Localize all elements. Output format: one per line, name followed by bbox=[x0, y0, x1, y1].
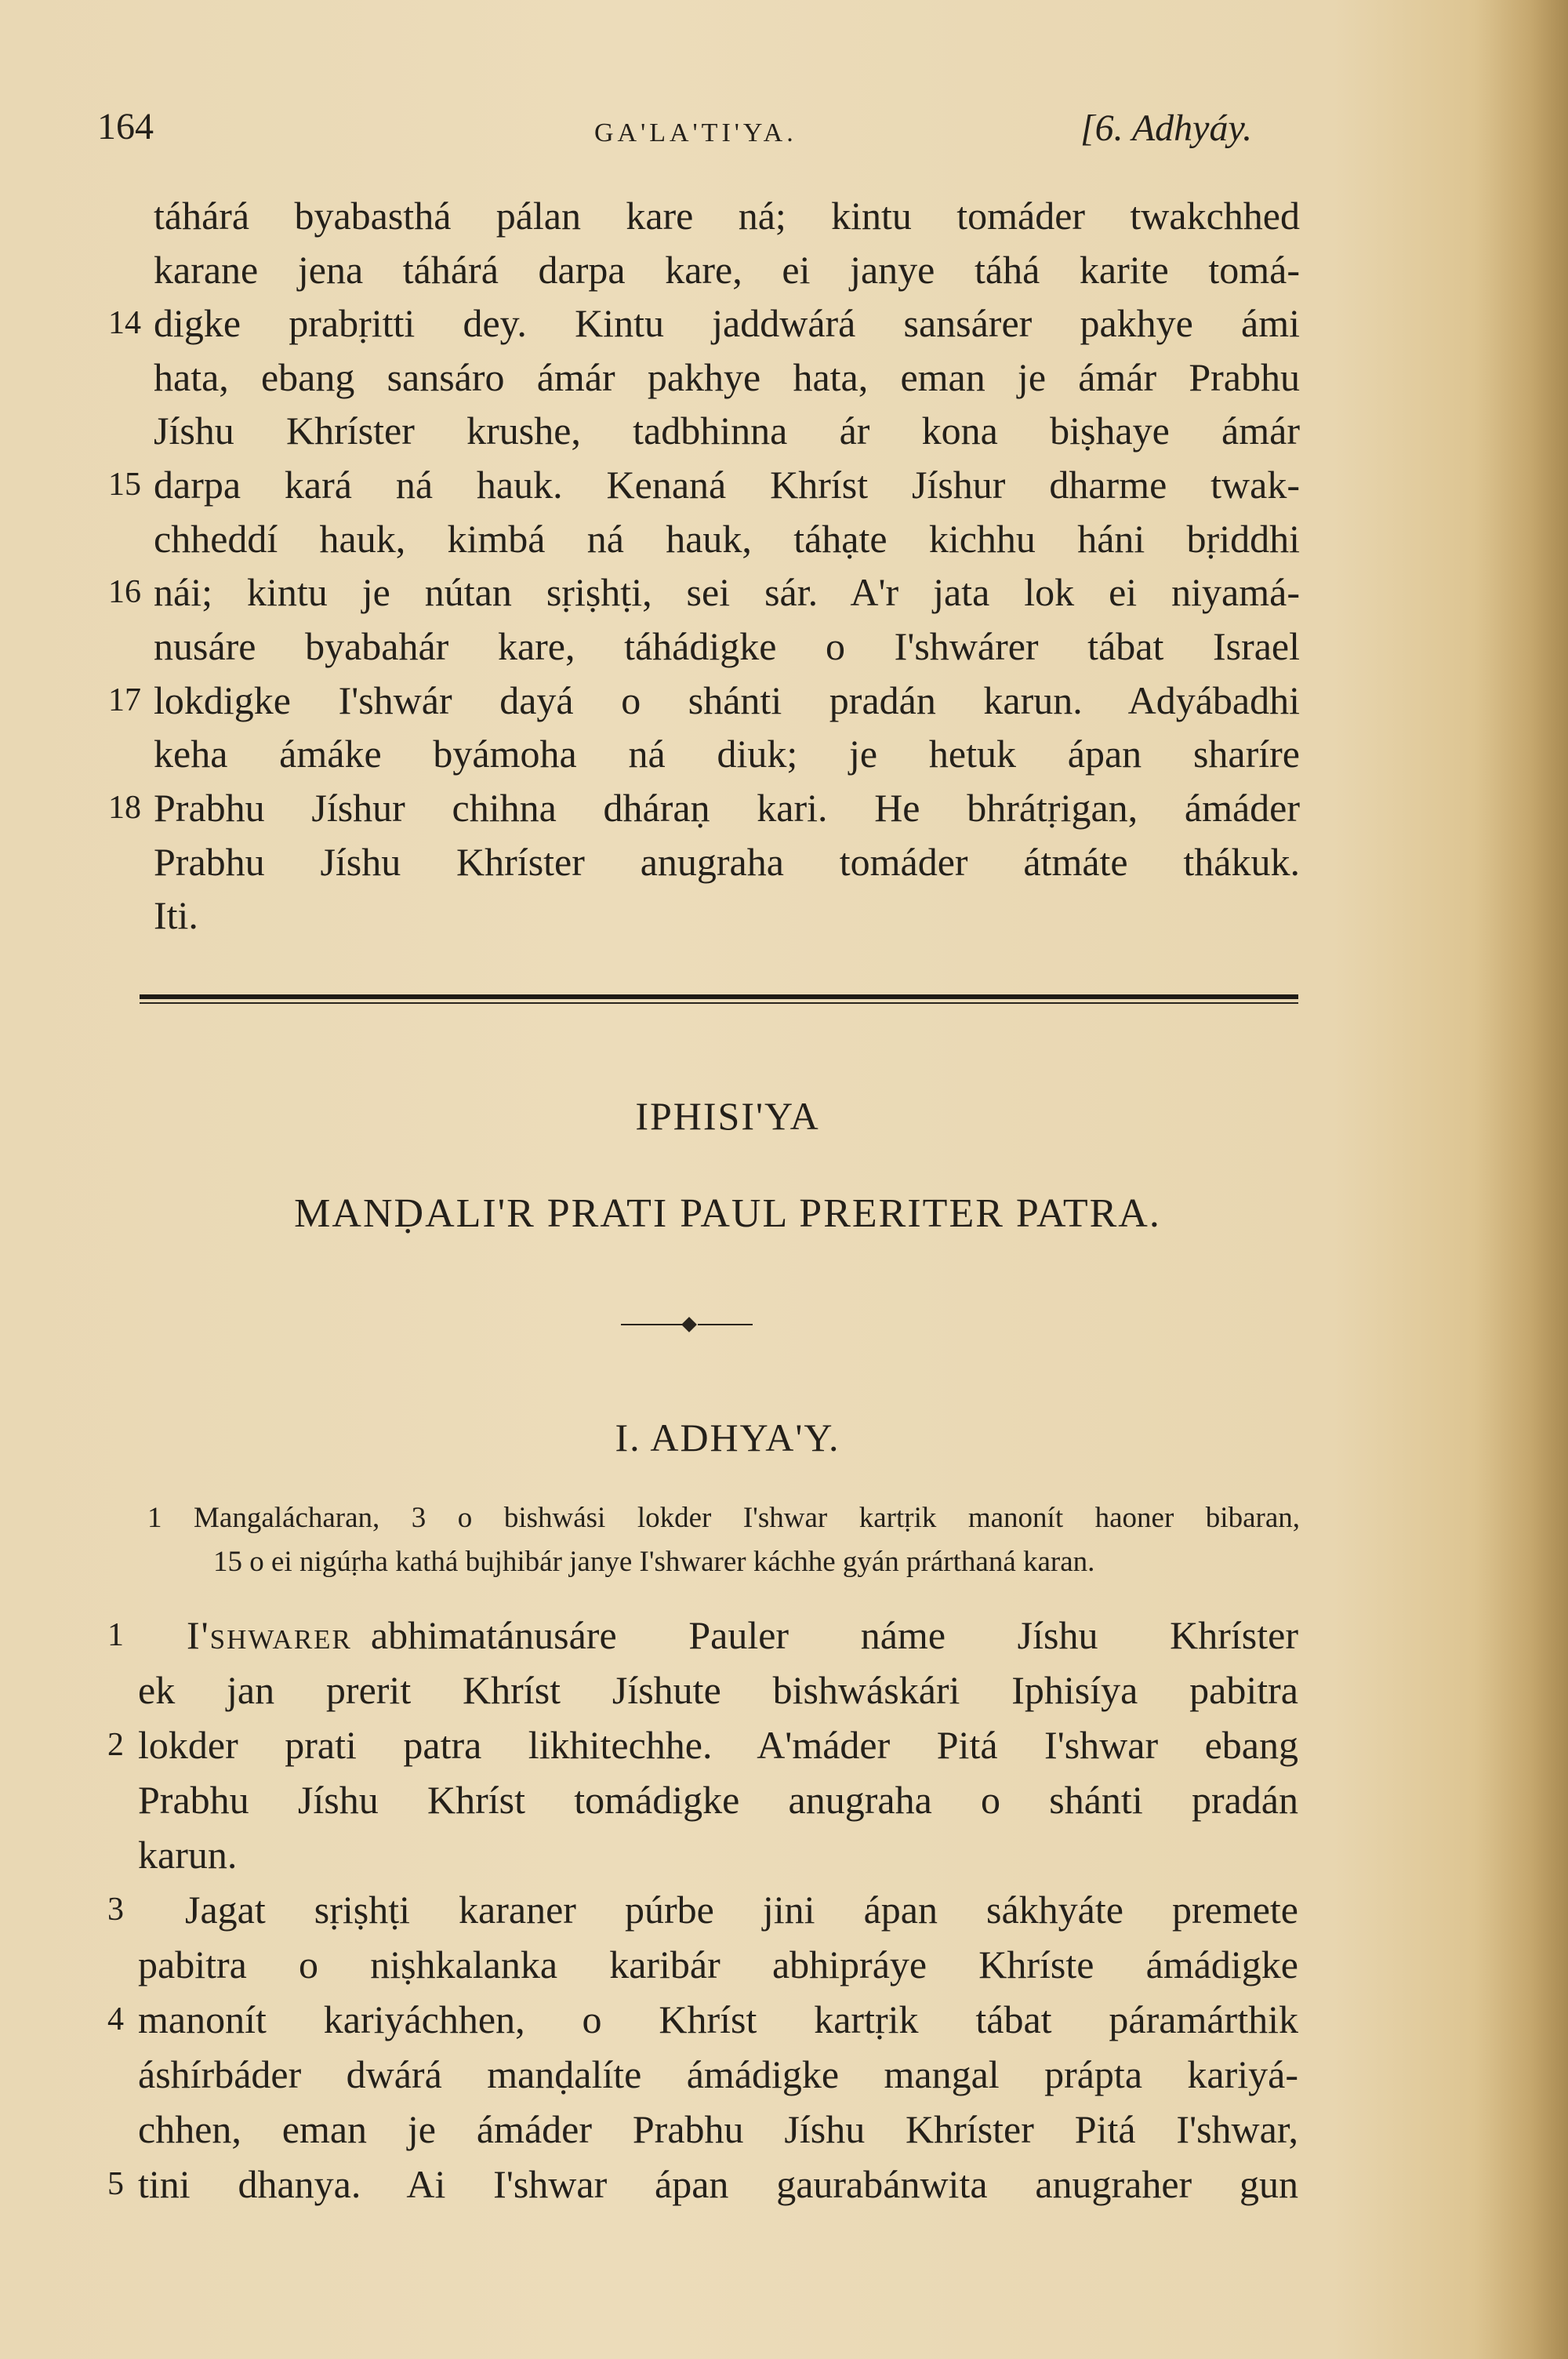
chapter-heading: I. ADHYA'Y. bbox=[615, 1416, 840, 1459]
text-line: Prabhu Jíshu Khríster anugraha tomáder átmáte thákuk. bbox=[154, 840, 1300, 884]
text-line: karun. bbox=[138, 1833, 238, 1877]
verse-number: 17 bbox=[108, 682, 141, 718]
text-line: manonít kariyáchhen, o Khríst kartṛik tábat páramárthik bbox=[138, 1997, 1298, 2041]
text-line: lokdigke I'shwár dayá o shánti pradán karun. Adyábadhi bbox=[154, 678, 1300, 722]
chapter-reference: [6. Adhyáy. bbox=[1080, 107, 1253, 149]
ornament-line-left bbox=[621, 1324, 684, 1325]
section-divider-thin bbox=[140, 1002, 1298, 1004]
text-line: chhen, eman je ámáder Prabhu Jíshu Khríster Pitá I'shwar, bbox=[138, 2107, 1298, 2151]
text-line-first bbox=[187, 1609, 1298, 1661]
text-line: nusáre byabahár kare, táhádigke o I'shwárer tábat Israel bbox=[154, 624, 1300, 668]
text-line: táhárá byabasthá pálan kare ná; kintu tomáder twakchhed bbox=[154, 194, 1300, 238]
verse-number: 15 bbox=[108, 467, 141, 503]
text-line-rest: abhimatánusáre Pauler náme Jíshu Khríster bbox=[370, 1613, 1298, 1657]
verse-number: 14 bbox=[108, 305, 141, 341]
text-line: Jagat sṛiṣhṭi karaner púrbe jini ápan sákhyáte premete bbox=[185, 1888, 1298, 1932]
text-line: nái; kintu je nútan sṛiṣhṭi, sei sár. A'r jata lok ei niyamá- bbox=[154, 570, 1300, 614]
verse-number: 1 bbox=[107, 1617, 124, 1653]
chapter-summary-line: 1 Mangalácharan, 3 o bishwási lokder I'shwar kartṛik manonít haoner bibaran, bbox=[147, 1502, 1300, 1534]
verse-number: 3 bbox=[107, 1892, 124, 1928]
page-edge-shadow bbox=[1474, 0, 1568, 2359]
text-line: lokder prati patra likhitechhe. A'máder Pitá I'shwar ebang bbox=[138, 1723, 1298, 1767]
verse-number: 16 bbox=[108, 574, 141, 610]
text-line: Jíshu Khríster krushe, tadbhinna ár kona biṣhaye ámár bbox=[154, 409, 1300, 453]
book-title: IPHISI'YA bbox=[635, 1094, 820, 1138]
text-line: Prabhu Jíshu Khríst tomádigke anugraha o shánti pradán bbox=[138, 1778, 1298, 1822]
running-title: GA'LA'TI'YA. bbox=[594, 118, 797, 147]
text-line: áshírbáder dwárá manḍalíte ámádigke mangal prápta kariyá- bbox=[138, 2052, 1298, 2096]
text-line: digke prabṛitti dey. Kintu jaddwárá sansárer pakhye ámi bbox=[154, 301, 1300, 345]
text-line: Prabhu Jíshur chihna dháraṇ kari. He bhrátṛigan, ámáder bbox=[154, 786, 1300, 830]
ornament-diamond bbox=[681, 1317, 697, 1332]
text-line: Iti. bbox=[154, 893, 198, 937]
lead-word: I'shwarer bbox=[187, 1613, 352, 1657]
text-line: pabitra o niṣhkalanka karibár abhipráye Khríste ámádigke bbox=[138, 1943, 1298, 1986]
text-line: karane jena táhárá darpa kare, ei janye táhá karite tomá- bbox=[154, 248, 1300, 292]
text-line: hata, ebang sansáro ámár pakhye hata, eman je ámár Prabhu bbox=[154, 355, 1300, 399]
verse-number: 2 bbox=[107, 1727, 124, 1763]
book-subtitle: MANḌALI'R PRATI PAUL PRERITER PATRA. bbox=[294, 1191, 1161, 1236]
ornament-line-right bbox=[698, 1324, 753, 1325]
verse-number: 4 bbox=[107, 2001, 124, 2037]
text-line: ek jan prerit Khríst Jíshute bishwáskári Iphisíya pabitra bbox=[138, 1668, 1298, 1712]
text-line: tini dhanya. Ai I'shwar ápan gaurabánwita anugraher gun bbox=[138, 2162, 1298, 2206]
chapter-summary-line: 15 o ei nigúṛha kathá bujhibár janye I'shwarer káchhe gyán prárthaná karan. bbox=[213, 1546, 1095, 1578]
text-line: chheddí hauk, kimbá ná hauk, táhạte kichhu háni bṛiddhi bbox=[154, 517, 1300, 561]
text-line: keha ámáke byámoha ná diuk; je hetuk ápan sharíre bbox=[154, 732, 1300, 776]
section-divider-thick bbox=[140, 994, 1298, 999]
verse-number: 5 bbox=[107, 2166, 124, 2202]
verse-number: 18 bbox=[108, 790, 141, 826]
page-number: 164 bbox=[97, 106, 154, 147]
text-line: darpa kará ná hauk. Kenaná Khríst Jíshur dharme twak- bbox=[154, 463, 1300, 507]
